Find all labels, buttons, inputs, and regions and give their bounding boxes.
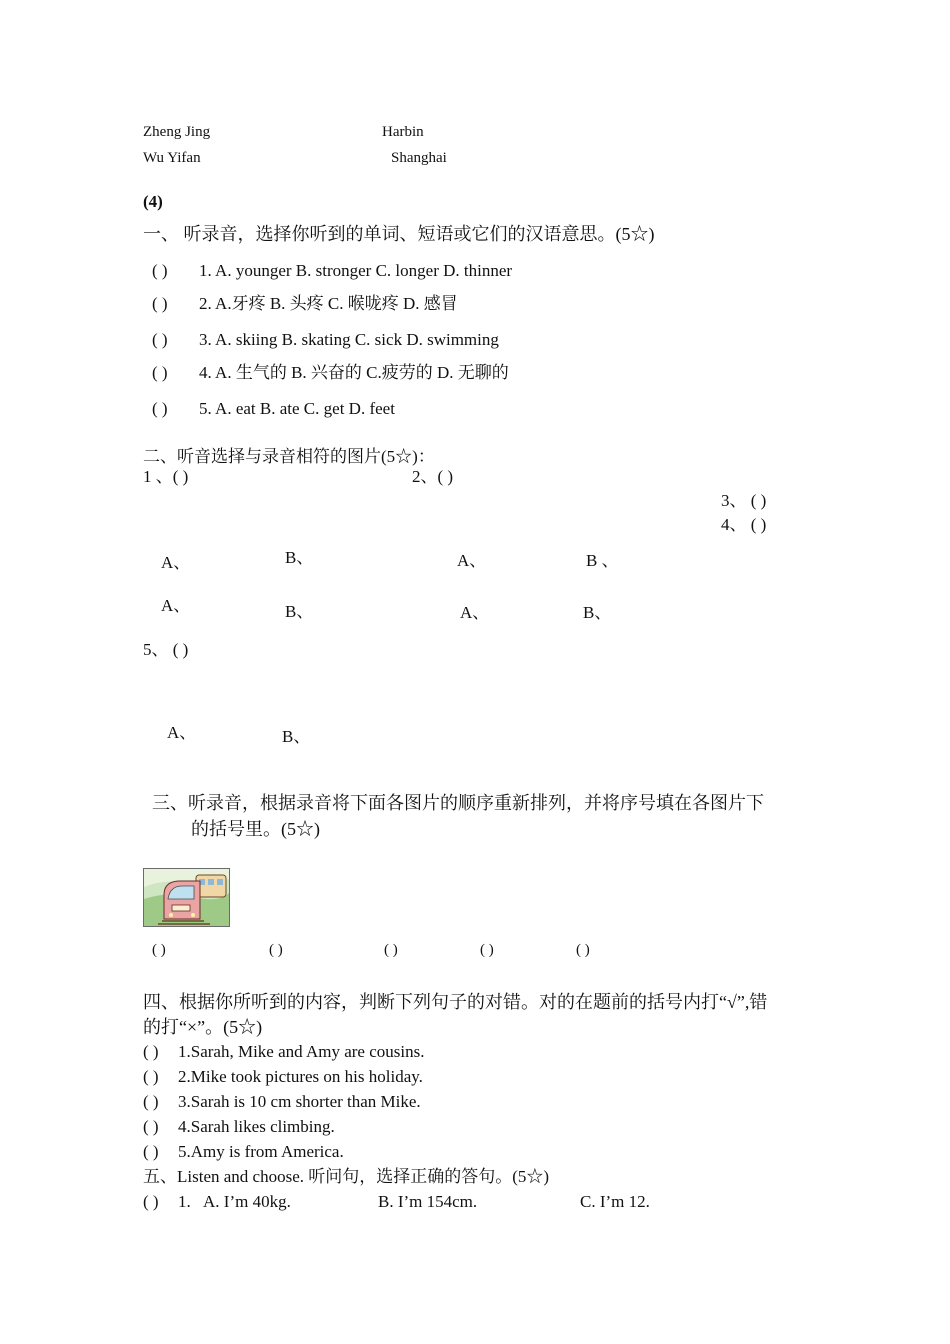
s1-q3-text: 3. A. skiing B. skating C. sick D. swimming <box>199 330 499 349</box>
s4-q4-bracket: ( ) <box>143 1117 159 1136</box>
s4-q2-bracket: ( ) <box>143 1067 159 1086</box>
s2-q3-option-b: B、 <box>285 602 314 621</box>
s1-q4-bracket: ( ) <box>152 363 168 382</box>
s2-q5: 5、 ( ) <box>143 640 189 659</box>
s2-q1-option-b: B、 <box>285 548 314 567</box>
s2-q4-option-b: B、 <box>583 603 612 622</box>
s2-q3: 3、 ( ) <box>721 491 767 510</box>
s4-q4-text: 4.Sarah likes climbing. <box>178 1117 335 1136</box>
s2-q2-option-a: A、 <box>457 551 487 570</box>
train-picture <box>143 868 230 927</box>
s4-q5-bracket: ( ) <box>143 1142 159 1161</box>
name-wu-yifan: Wu Yifan <box>143 150 201 166</box>
s1-q2-text: 2. A.牙疼 B. 头疼 C. 喉咙疼 D. 感冒 <box>199 294 458 313</box>
city-shanghai: Shanghai <box>391 150 447 166</box>
s2-q1: 1 、( ) <box>143 467 189 486</box>
s5-q1-option-b: B. I’m 154cm. <box>378 1192 478 1211</box>
train-illustration <box>144 869 229 926</box>
s5-q1-option-a: A. I’m 40kg. <box>203 1192 291 1211</box>
s3-bracket-4: ( ) <box>480 942 494 958</box>
s5-q1-number: 1. <box>178 1192 191 1211</box>
s2-q2: 2、( ) <box>412 467 454 486</box>
s2-q2-option-b: B 、 <box>586 551 619 570</box>
s1-q1-bracket: ( ) <box>152 261 168 280</box>
part-marker: (4) <box>143 192 163 211</box>
s3-bracket-1: ( ) <box>152 942 166 958</box>
section1-heading: 一、 听录音，选择你听到的单词、短语或它们的汉语意思。(5☆) <box>143 224 655 244</box>
s4-q1-bracket: ( ) <box>143 1042 159 1061</box>
s1-q2-bracket: ( ) <box>152 294 168 313</box>
s2-q4-option-a: A、 <box>460 603 490 622</box>
s3-bracket-5: ( ) <box>576 942 590 958</box>
s2-q5-option-b: B、 <box>282 727 311 746</box>
section4-heading-line2: 的打“×”。(5☆) <box>143 1017 263 1037</box>
section2-heading: 二、听音选择与录音相符的图片(5☆)： <box>143 447 435 466</box>
section3-heading-line2: 的括号里。(5☆) <box>191 819 320 839</box>
s5-q1-bracket: ( ) <box>143 1192 159 1211</box>
s1-q5-text: 5. A. eat B. ate C. get D. feet <box>199 399 395 418</box>
s4-q2-text: 2.Mike took pictures on his holiday. <box>178 1067 423 1086</box>
s3-bracket-2: ( ) <box>269 942 283 958</box>
section3-heading-line1: 三、听录音，根据录音将下面各图片的顺序重新排列，并将序号填在各图片下 <box>152 793 764 813</box>
city-harbin: Harbin <box>382 124 424 140</box>
s1-q1-text: 1. A. younger B. stronger C. longer D. thinner <box>199 261 513 280</box>
s2-q1-option-a: A、 <box>161 553 191 572</box>
s2-q4: 4、 ( ) <box>721 515 767 534</box>
s1-q3-bracket: ( ) <box>152 330 168 349</box>
s2-q3-option-a: A、 <box>161 596 191 615</box>
s4-q1-text: 1.Sarah, Mike and Amy are cousins. <box>178 1042 425 1061</box>
s3-bracket-3: ( ) <box>384 942 398 958</box>
name-zheng-jing: Zheng Jing <box>143 124 211 140</box>
section4-heading-line1: 四、根据你所听到的内容，判断下列句子的对错。对的在题前的括号内打“√”,错 <box>143 992 768 1012</box>
s1-q4-text: 4. A. 生气的 B. 兴奋的 C.疲劳的 D. 无聊的 <box>199 363 509 382</box>
section5-heading: 五、Listen and choose. 听问句，选择正确的答句。(5☆) <box>143 1167 550 1186</box>
s4-q5-text: 5.Amy is from America. <box>178 1142 344 1161</box>
s5-q1-option-c: C. I’m 12. <box>580 1192 650 1211</box>
s4-q3-text: 3.Sarah is 10 cm shorter than Mike. <box>178 1092 421 1111</box>
s4-q3-bracket: ( ) <box>143 1092 159 1111</box>
s1-q5-bracket: ( ) <box>152 399 168 418</box>
s2-q5-option-a: A、 <box>167 723 197 742</box>
